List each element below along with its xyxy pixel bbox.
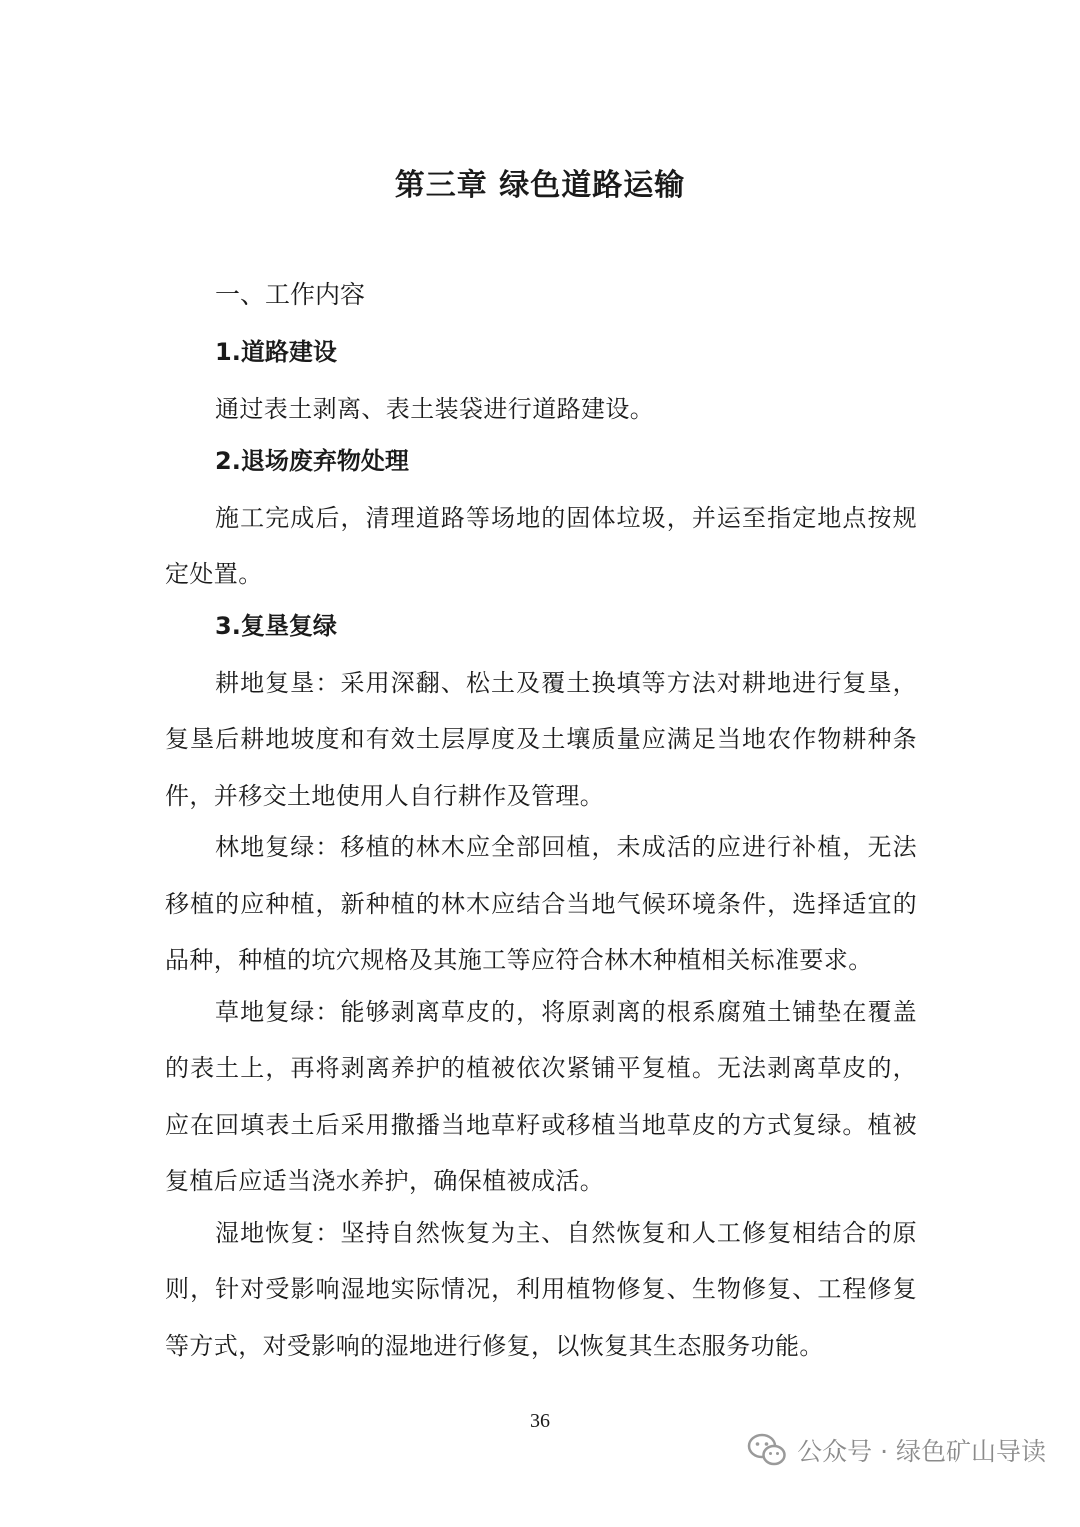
paragraph-wetland-restoration: 湿地恢复：坚持自然恢复为主、自然恢复和人工修复相结合的原则，针对受影响湿地实际情况，利用植物修复、生物修复、工程修复等方式，对受影响的湿地进行修复，以恢复其生态服务功能。 — [165, 1218, 917, 1360]
subsection-heading-road-construction: 1.道路建设 — [215, 338, 337, 366]
paragraph-waste-disposal: 施工完成后，清理道路等场地的固体垃圾，并运至指定地点按规定处置。 — [165, 503, 917, 588]
wechat-watermark — [747, 1432, 1046, 1468]
paragraph-road-construction: 通过表土剥离、表土装袋进行道路建设。 — [215, 395, 655, 423]
document-body — [165, 275, 917, 1377]
paragraph-farmland-reclamation: 耕地复垦：采用深翻、松土及覆土换填等方法对耕地进行复垦，复垦后耕地坡度和有效土层厚度及土壤质量应满足当地农作物耕种条件，并移交土地使用人自行耕作及管理。 — [165, 668, 917, 810]
chapter-title: 第三章 绿色道路运输 — [394, 168, 686, 203]
paragraph-forest-restoration: 林地复绿：移植的林木应全部回植，未成活的应进行补植，无法移植的应种植，新种植的林木应结合当地气候环境条件，选择适宜的品种，种植的坑穴规格及其施工等应符合林木种植相关标准要求。 — [165, 833, 917, 974]
watermark-text: 公众号 · 绿色矿山导读 — [797, 1437, 1046, 1466]
paragraph-grassland-restoration: 草地复绿：能够剥离草皮的，将原剥离的根系腐殖土铺垫在覆盖的表土上，再将剥离养护的植被依次紧铺平复植。无法剥离草皮的，应在回填表土后采用撒播当地草籽或移植当地草皮的方式复绿。植被复植后应适当浇水养护，确保植被成活。 — [165, 997, 917, 1195]
subsection-heading-waste-disposal: 2.退场废弃物处理 — [215, 446, 409, 475]
page-number: 36 — [530, 1410, 550, 1432]
wechat-icon — [747, 1433, 787, 1467]
section-heading: 一、工作内容 — [215, 280, 366, 309]
subsection-heading-reclamation: 3.复垦复绿 — [215, 611, 337, 640]
